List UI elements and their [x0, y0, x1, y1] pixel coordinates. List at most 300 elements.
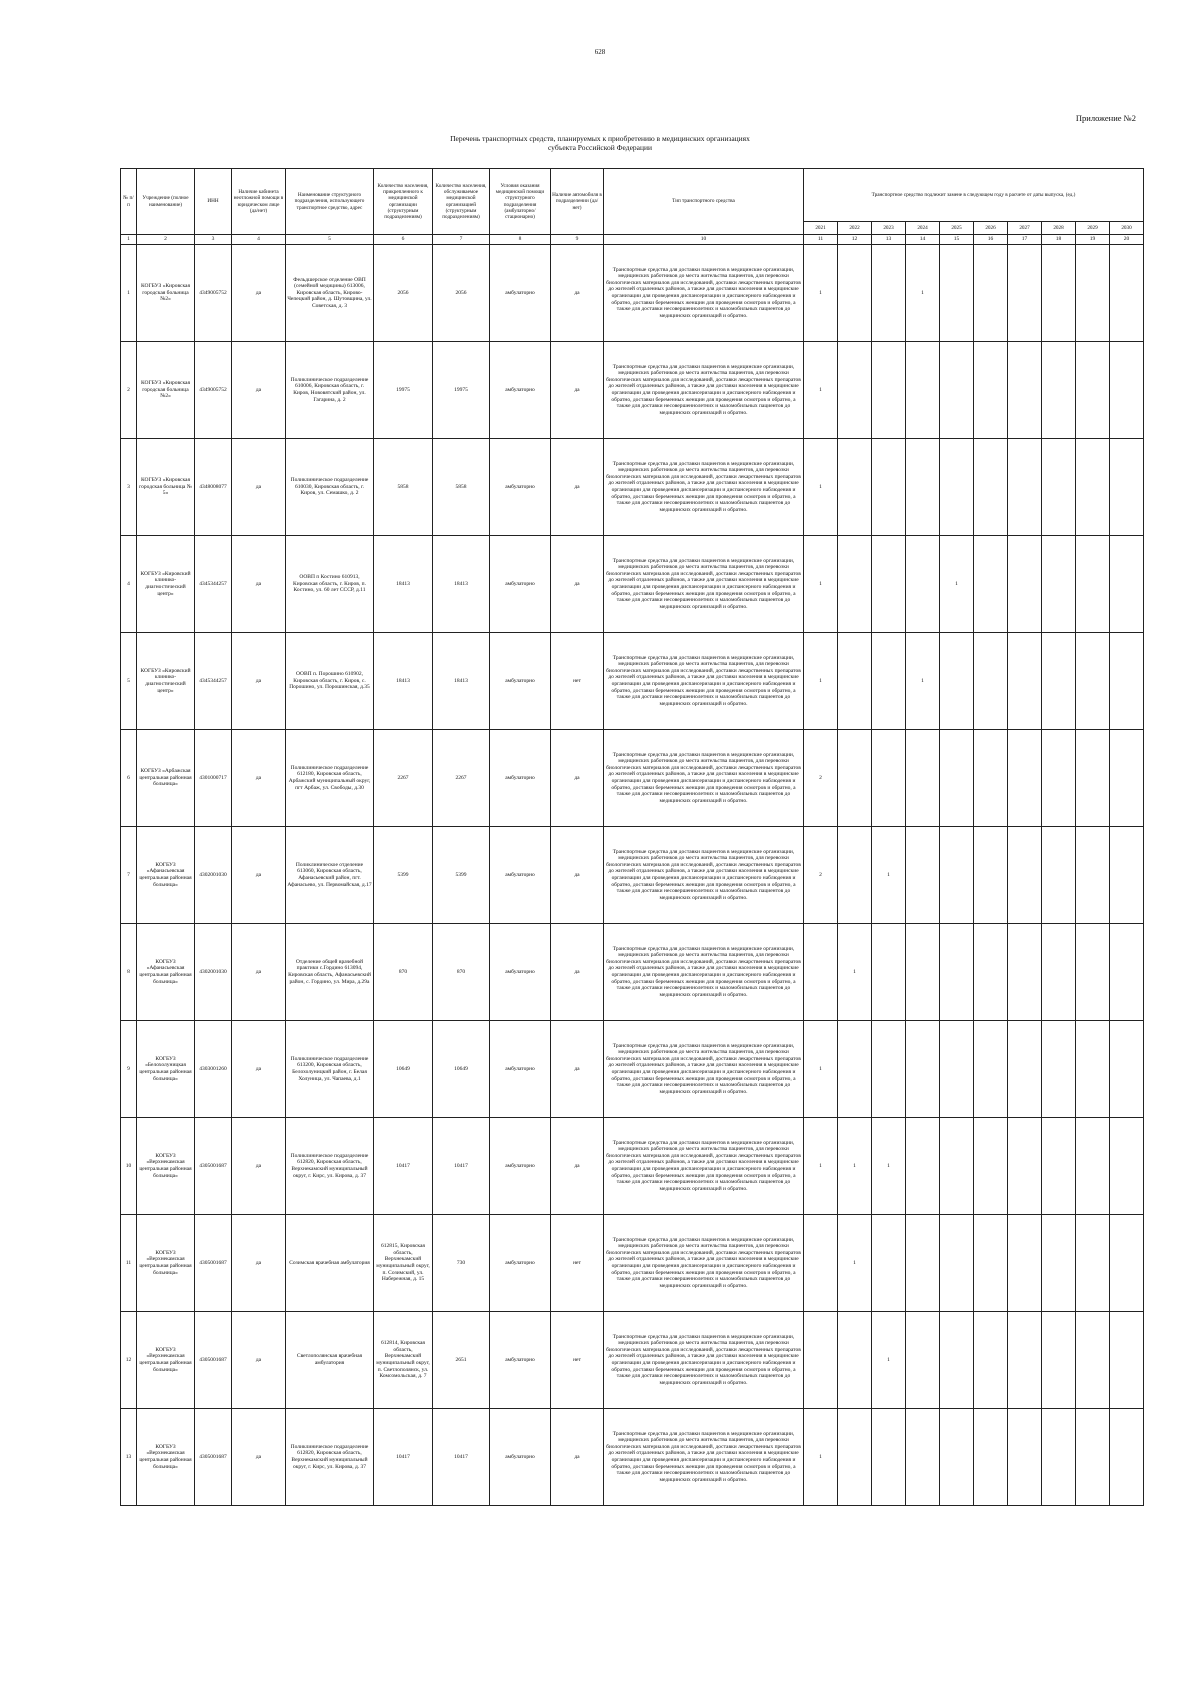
year-cell-2029	[1076, 1215, 1110, 1312]
table-row	[121, 1118, 1144, 1215]
care-conditions-cell: амбулаторно	[490, 536, 551, 633]
year-cell-2026	[974, 1312, 1008, 1409]
year-cell-2028	[1042, 1312, 1076, 1409]
institution-cell: КОГБУЗ «Верхнекамская центральная районная больница»	[137, 1118, 195, 1215]
year-cell-2021: 2	[804, 730, 838, 827]
year-cell-2021	[804, 924, 838, 1021]
cabinet-cell: да	[232, 633, 286, 730]
year-cell-2022	[838, 827, 872, 924]
year-cell-2021: 1	[804, 1021, 838, 1118]
row-number: 4	[121, 536, 137, 633]
care-conditions-cell: амбулаторно	[490, 827, 551, 924]
subdivision-cell: Фельдшерское отделение ОВП (семейной медицины) 613006, Кировская область, Кирово-Чепецкий район, д. Шутовщина, ул. Советская, д. 3	[286, 245, 374, 342]
year-cell-2030	[1110, 827, 1144, 924]
table-row	[121, 827, 1144, 924]
cabinet-cell: да	[232, 827, 286, 924]
year-cell-2029	[1076, 536, 1110, 633]
year-cell-2026	[974, 1409, 1008, 1506]
year-cell-2024	[906, 924, 940, 1021]
inn-cell: 4305001687	[195, 1118, 232, 1215]
subdivision-cell: Светлополянская врачебная амбулатория	[286, 1312, 374, 1409]
column-number-3: 3	[195, 235, 232, 245]
cabinet-cell: да	[232, 1215, 286, 1312]
population-attached-cell: 5858	[374, 439, 433, 536]
table-row	[121, 1312, 1144, 1409]
year-cell-2024	[906, 827, 940, 924]
year-cell-2021	[804, 1215, 838, 1312]
year-cell-2027	[1008, 730, 1042, 827]
year-cell-2023	[872, 1215, 906, 1312]
population-attached-cell: 18413	[374, 536, 433, 633]
column-number-20: 20	[1110, 235, 1144, 245]
vehicle-type-cell: Транспортные средства для доставки пациентов в медицинские организации, медицинских работников до места жительства пациентов, для перевозки биологических материалов для исследований, доставки лекарственных препаратов до жителей отдаленных районов, а также для доставки населения в медицинские организации для проведения диспансеризации и диспансерного наблюдения и обратно, доставки беременных женщин для проведения осмотров и обратно, а также для доставки несовершеннолетних и маломобильных пациентов до медицинских организаций и обратно.	[604, 342, 804, 439]
document-title-line-1: Перечень транспортных средств, планируемых к приобретению в медицинских организациях	[450, 134, 750, 143]
population-attached-cell: 5399	[374, 827, 433, 924]
population-served-cell: 10417	[433, 1409, 490, 1506]
year-cell-2030	[1110, 536, 1144, 633]
year-cell-2026	[974, 924, 1008, 1021]
vehicle-type-cell: Транспортные средства для доставки пациентов в медицинские организации, медицинских работников до места жительства пациентов, для перевозки биологических материалов для исследований, доставки лекарственных препаратов до жителей отдаленных районов, а также для доставки населения в медицинские организации для проведения диспансеризации и диспансерного наблюдения и обратно, доставки беременных женщин для проведения осмотров и обратно, а также для доставки несовершеннолетних и маломобильных пациентов до медицинских организаций и обратно.	[604, 536, 804, 633]
year-cell-2023	[872, 730, 906, 827]
subdivision-cell: Поликлиническое отделение 613060, Кировская область, Афанасьевский район, пгт. Афанасьево, ул. Первомайская, д.17	[286, 827, 374, 924]
care-conditions-cell: амбулаторно	[490, 1215, 551, 1312]
year-cell-2021	[804, 1312, 838, 1409]
year-cell-2026	[974, 536, 1008, 633]
year-cell-2026	[974, 827, 1008, 924]
header-inn: ИНН	[195, 169, 232, 235]
year-cell-2024	[906, 1409, 940, 1506]
care-conditions-cell: амбулаторно	[490, 439, 551, 536]
institution-cell: КОГБУЗ «Афанасьевская центральная районная больница»	[137, 827, 195, 924]
column-number-14: 14	[906, 235, 940, 245]
header-year-2021: 2021	[804, 222, 838, 235]
has-vehicles-cell: да	[551, 536, 604, 633]
year-cell-2022: 1	[838, 924, 872, 1021]
vehicle-type-cell: Транспортные средства для доставки пациентов в медицинские организации, медицинских работников до места жительства пациентов, для перевозки биологических материалов для исследований, доставки лекарственных препаратов до жителей отдаленных районов, а также для доставки населения в медицинские организации для проведения диспансеризации и диспансерного наблюдения и обратно, доставки беременных женщин для проведения осмотров и обратно, а также для доставки несовершеннолетних и маломобильных пациентов до медицинских организаций и обратно.	[604, 1215, 804, 1312]
subdivision-cell: Поликлиническое подразделение 610006, Кировская область, г. Киров, Нововятский район, ул. Гагарина, д. 2	[286, 342, 374, 439]
year-cell-2027	[1008, 1409, 1042, 1506]
institution-cell: КОГБУЗ «Кировский клинико-диагностический центр»	[137, 633, 195, 730]
header-year-2026: 2026	[974, 222, 1008, 235]
year-cell-2024	[906, 1215, 940, 1312]
institution-cell: КОГБУЗ «Кировская городская больница № 5»	[137, 439, 195, 536]
year-cell-2030	[1110, 924, 1144, 1021]
year-cell-2028	[1042, 924, 1076, 1021]
inn-cell: 4349005752	[195, 342, 232, 439]
year-cell-2028	[1042, 245, 1076, 342]
year-cell-2025	[940, 633, 974, 730]
population-attached-cell: 19975	[374, 342, 433, 439]
column-number-17: 17	[1008, 235, 1042, 245]
institution-cell: КОГБУЗ «Афанасьевская центральная районная больница»	[137, 924, 195, 1021]
institution-cell: КОГБУЗ «Кировская городская больница №2»	[137, 342, 195, 439]
inn-cell: 4348008077	[195, 439, 232, 536]
has-vehicles-cell: да	[551, 245, 604, 342]
year-cell-2026	[974, 1021, 1008, 1118]
vehicle-type-cell: Транспортные средства для доставки пациентов в медицинские организации, медицинских работников до места жительства пациентов, для перевозки биологических материалов для исследований, доставки лекарственных препаратов до жителей отдаленных районов, а также для доставки населения в медицинские организации для проведения диспансеризации и диспансерного наблюдения и обратно, доставки беременных женщин для проведения осмотров и обратно, а также для доставки несовершеннолетних и маломобильных пациентов до медицинских организаций и обратно.	[604, 1021, 804, 1118]
row-number: 3	[121, 439, 137, 536]
column-number-15: 15	[940, 235, 974, 245]
subdivision-cell: Отделение общей врачебной практики с.Гордино 613094, Кировская область, Афанасьевский район, с. Гордино, ул. Мира, д.29а	[286, 924, 374, 1021]
care-conditions-cell: амбулаторно	[490, 924, 551, 1021]
column-number-7: 7	[433, 235, 490, 245]
year-cell-2026	[974, 730, 1008, 827]
header-year-2029: 2029	[1076, 222, 1110, 235]
has-vehicles-cell: да	[551, 1021, 604, 1118]
year-cell-2030	[1110, 245, 1144, 342]
year-cell-2030	[1110, 439, 1144, 536]
has-vehicles-cell: да	[551, 730, 604, 827]
care-conditions-cell: амбулаторно	[490, 633, 551, 730]
cabinet-cell: да	[232, 439, 286, 536]
care-conditions-cell: амбулаторно	[490, 1118, 551, 1215]
year-cell-2029	[1076, 1118, 1110, 1215]
vehicle-type-cell: Транспортные средства для доставки пациентов в медицинские организации, медицинских работников до места жительства пациентов, для перевозки биологических материалов для исследований, доставки лекарственных препаратов до жителей отдаленных районов, а также для доставки населения в медицинские организации для проведения диспансеризации и диспансерного наблюдения и обратно, доставки беременных женщин для проведения осмотров и обратно, а также для доставки несовершеннолетних и маломобильных пациентов до медицинских организаций и обратно.	[604, 245, 804, 342]
year-cell-2029	[1076, 827, 1110, 924]
vehicle-type-cell: Транспортные средства для доставки пациентов в медицинские организации, медицинских работников до места жительства пациентов, для перевозки биологических материалов для исследований, доставки лекарственных препаратов до жителей отдаленных районов, а также для доставки населения в медицинские организации для проведения диспансеризации и диспансерного наблюдения и обратно, доставки беременных женщин для проведения осмотров и обратно, а также для доставки несовершеннолетних и маломобильных пациентов до медицинских организаций и обратно.	[604, 633, 804, 730]
column-number-2: 2	[137, 235, 195, 245]
inn-cell: 4303001260	[195, 1021, 232, 1118]
year-cell-2025	[940, 1118, 974, 1215]
vehicle-type-cell: Транспортные средства для доставки пациентов в медицинские организации, медицинских работников до места жительства пациентов, для перевозки биологических материалов для исследований, доставки лекарственных препаратов до жителей отдаленных районов, а также для доставки населения в медицинские организации для проведения диспансеризации и диспансерного наблюдения и обратно, доставки беременных женщин для проведения осмотров и обратно, а также для доставки несовершеннолетних и маломобильных пациентов до медицинских организаций и обратно.	[604, 439, 804, 536]
inn-cell: 4345344257	[195, 633, 232, 730]
page-number: 628	[594, 48, 606, 56]
table-row	[121, 439, 1144, 536]
header-vehicle-type: Тип транспортного средства	[604, 169, 804, 235]
document-title-line-2: субъекта Российской Федерации	[547, 143, 653, 152]
header-subdivision: Наименование структурного подразделения, использующего транспортное средство, адрес	[286, 169, 374, 235]
column-number-18: 18	[1042, 235, 1076, 245]
year-cell-2027	[1008, 1215, 1042, 1312]
year-cell-2021: 1	[804, 245, 838, 342]
header-year-2027: 2027	[1008, 222, 1042, 235]
table-row	[121, 1021, 1144, 1118]
header-institution: Учреждение (полное наименование)	[137, 169, 195, 235]
year-cell-2028	[1042, 439, 1076, 536]
cabinet-cell: да	[232, 1312, 286, 1409]
row-number: 9	[121, 1021, 137, 1118]
year-cell-2030	[1110, 1409, 1144, 1506]
year-cell-2024: 1	[906, 245, 940, 342]
year-cell-2021: 1	[804, 439, 838, 536]
population-attached-cell: 10417	[374, 1118, 433, 1215]
year-cell-2026	[974, 342, 1008, 439]
year-cell-2021: 1	[804, 1409, 838, 1506]
year-cell-2025	[940, 1312, 974, 1409]
year-cell-2026	[974, 1118, 1008, 1215]
subdivision-cell: Поликлиническое подразделение 612180, Кировская область, Арбажский муниципальный округ, пгт Арбаж, ул. Свободы, д.30	[286, 730, 374, 827]
header-has-cabinet: Наличие кабинета неотложной помощи в юридическом лице (да/нет)	[232, 169, 286, 235]
subdivision-cell: Поликлиническое подразделение 613200, Кировская область, Белохолуницкий район, г. Белая Холуница, ул. Чапаева, д.1	[286, 1021, 374, 1118]
year-cell-2024	[906, 439, 940, 536]
row-number: 7	[121, 827, 137, 924]
subdivision-cell: Поликлиническое подразделение 610030, Кировская область, г. Киров, ул. Семашко, д. 2	[286, 439, 374, 536]
subdivision-cell: Поликлиническое подразделение 612820, Кировская область, Верхнекамский муниципальный округ, г. Кирс, ул. Кирова, д. 37	[286, 1409, 374, 1506]
table-row	[121, 730, 1144, 827]
year-cell-2024	[906, 1021, 940, 1118]
year-cell-2022: 1	[838, 1215, 872, 1312]
cabinet-cell: да	[232, 342, 286, 439]
row-number: 1	[121, 245, 137, 342]
year-cell-2023	[872, 439, 906, 536]
year-cell-2024	[906, 536, 940, 633]
year-cell-2027	[1008, 245, 1042, 342]
institution-cell: КОГБУЗ «Верхнекамская центральная районная больница»	[137, 1409, 195, 1506]
cabinet-cell: да	[232, 1118, 286, 1215]
year-cell-2023: 1	[872, 1118, 906, 1215]
table-row	[121, 1215, 1144, 1312]
population-attached-cell: 18413	[374, 633, 433, 730]
has-vehicles-cell: да	[551, 827, 604, 924]
appendix-label: Приложение №2	[1075, 113, 1136, 123]
year-cell-2023	[872, 1021, 906, 1118]
institution-cell: КОГБУЗ «Арбажская центральная районная больница»	[137, 730, 195, 827]
year-cell-2029	[1076, 730, 1110, 827]
header-year-2024: 2024	[906, 222, 940, 235]
population-served-cell: 870	[433, 924, 490, 1021]
year-cell-2030	[1110, 342, 1144, 439]
year-cell-2021: 1	[804, 536, 838, 633]
year-cell-2022	[838, 1312, 872, 1409]
population-attached-cell: 2267	[374, 730, 433, 827]
year-cell-2021: 1	[804, 633, 838, 730]
year-cell-2027	[1008, 1021, 1042, 1118]
table-row	[121, 633, 1144, 730]
inn-cell: 4305001687	[195, 1409, 232, 1506]
year-cell-2022	[838, 439, 872, 536]
column-number-4: 4	[232, 235, 286, 245]
year-cell-2022	[838, 536, 872, 633]
year-cell-2028	[1042, 1021, 1076, 1118]
year-cell-2022	[838, 245, 872, 342]
document-title	[300, 134, 900, 152]
inn-cell: 4345344257	[195, 536, 232, 633]
year-cell-2022: 1	[838, 1118, 872, 1215]
year-cell-2028	[1042, 730, 1076, 827]
year-cell-2025	[940, 827, 974, 924]
cabinet-cell: да	[232, 924, 286, 1021]
year-cell-2028	[1042, 827, 1076, 924]
subdivision-cell: ООВП п. Порошино 610902, Кировская область, г. Киров, с. Порошино, ул. Порошинская, д.35	[286, 633, 374, 730]
has-vehicles-cell: да	[551, 1118, 604, 1215]
table-row	[121, 245, 1144, 342]
population-attached-cell: 612815, Кировская область, Верхнекамский муниципальный округ, п. Созимский, ул. Набережная, д. 15	[374, 1215, 433, 1312]
row-number: 11	[121, 1215, 137, 1312]
institution-cell: КОГБУЗ «Белохолуницкая центральная районная больница»	[137, 1021, 195, 1118]
year-cell-2025	[940, 1409, 974, 1506]
year-cell-2028	[1042, 1409, 1076, 1506]
population-served-cell: 5399	[433, 827, 490, 924]
column-number-16: 16	[974, 235, 1008, 245]
population-served-cell: 10417	[433, 1118, 490, 1215]
year-cell-2027	[1008, 1312, 1042, 1409]
header-year-2030: 2030	[1110, 222, 1144, 235]
institution-cell: КОГБУЗ «Кировский клинико-диагностический центр»	[137, 536, 195, 633]
year-cell-2027	[1008, 924, 1042, 1021]
header-has-vehicles: Наличие автомобиля в подразделении (да/нет)	[551, 169, 604, 235]
population-served-cell: 19975	[433, 342, 490, 439]
population-attached-cell: 612814, Кировская область, Верхнекамский муниципальный округ, п. Светлополянск, ул. Комсомольская, д. 7	[374, 1312, 433, 1409]
column-number-9: 9	[551, 235, 604, 245]
year-cell-2023	[872, 342, 906, 439]
year-cell-2027	[1008, 1118, 1042, 1215]
population-attached-cell: 870	[374, 924, 433, 1021]
year-cell-2023	[872, 1409, 906, 1506]
row-number: 13	[121, 1409, 137, 1506]
population-served-cell: 2651	[433, 1312, 490, 1409]
cabinet-cell: да	[232, 1409, 286, 1506]
care-conditions-cell: амбулаторно	[490, 342, 551, 439]
institution-cell: КОГБУЗ «Верхнекамская центральная районная больница»	[137, 1215, 195, 1312]
year-cell-2025: 1	[940, 536, 974, 633]
column-number-1: 1	[121, 235, 137, 245]
year-cell-2025	[940, 1215, 974, 1312]
year-cell-2030	[1110, 1312, 1144, 1409]
year-cell-2027	[1008, 342, 1042, 439]
has-vehicles-cell: да	[551, 924, 604, 1021]
cabinet-cell: да	[232, 536, 286, 633]
care-conditions-cell: амбулаторно	[490, 245, 551, 342]
year-cell-2021: 1	[804, 1118, 838, 1215]
subdivision-cell: Поликлиническое подразделение 612820, Кировская область, Верхнекамский муниципальный округ, г. Кирс, ул. Кирова, д. 37	[286, 1118, 374, 1215]
year-cell-2028	[1042, 633, 1076, 730]
has-vehicles-cell: да	[551, 1409, 604, 1506]
inn-cell: 4302001030	[195, 827, 232, 924]
column-number-5: 5	[286, 235, 374, 245]
inn-cell: 4305001687	[195, 1215, 232, 1312]
year-cell-2026	[974, 439, 1008, 536]
vehicle-type-cell: Транспортные средства для доставки пациентов в медицинские организации, медицинских работников до места жительства пациентов, для перевозки биологических материалов для исследований, доставки лекарственных препаратов до жителей отдаленных районов, а также для доставки населения в медицинские организации для проведения диспансеризации и диспансерного наблюдения и обратно, доставки беременных женщин для проведения осмотров и обратно, а также для доставки несовершеннолетних и маломобильных пациентов до медицинских организаций и обратно.	[604, 827, 804, 924]
column-number-11: 11	[804, 235, 838, 245]
year-cell-2023	[872, 924, 906, 1021]
year-cell-2028	[1042, 1118, 1076, 1215]
year-cell-2029	[1076, 245, 1110, 342]
header-population-attached: Количество населения, прикрепленного к медицинской организации (структурным подразделениям)	[374, 169, 433, 235]
cabinet-cell: да	[232, 245, 286, 342]
year-cell-2029	[1076, 1021, 1110, 1118]
vehicle-type-cell: Транспортные средства для доставки пациентов в медицинские организации, медицинских работников до места жительства пациентов, для перевозки биологических материалов для исследований, доставки лекарственных препаратов до жителей отдаленных районов, а также для доставки населения в медицинские организации для проведения диспансеризации и диспансерного наблюдения и обратно, доставки беременных женщин для проведения осмотров и обратно, а также для доставки несовершеннолетних и маломобильных пациентов до медицинских организаций и обратно.	[604, 1409, 804, 1506]
subdivision-cell: ООВП п Костино 610913, Кировская область, г. Киров, п. Костино, ул. 60 лет СССР, д.11	[286, 536, 374, 633]
population-served-cell: 2267	[433, 730, 490, 827]
year-cell-2021: 2	[804, 827, 838, 924]
column-number-10: 10	[604, 235, 804, 245]
population-attached-cell: 10417	[374, 1409, 433, 1506]
row-number: 6	[121, 730, 137, 827]
care-conditions-cell: амбулаторно	[490, 1409, 551, 1506]
year-cell-2022	[838, 633, 872, 730]
year-cell-2025	[940, 245, 974, 342]
vehicle-type-cell: Транспортные средства для доставки пациентов в медицинские организации, медицинских работников до места жительства пациентов, для перевозки биологических материалов для исследований, доставки лекарственных препаратов до жителей отдаленных районов, а также для доставки населения в медицинские организации для проведения диспансеризации и диспансерного наблюдения и обратно, доставки беременных женщин для проведения осмотров и обратно, а также для доставки несовершеннолетних и маломобильных пациентов до медицинских организаций и обратно.	[604, 924, 804, 1021]
column-number-12: 12	[838, 235, 872, 245]
year-cell-2029	[1076, 1312, 1110, 1409]
table-row	[121, 536, 1144, 633]
inn-cell: 4349005752	[195, 245, 232, 342]
subdivision-cell: Созимская врачебная амбулатория	[286, 1215, 374, 1312]
header-replacement-group: Транспортное средство подлежит замене в следующем году в расчете от даты выпуска, (ед.)	[804, 169, 1144, 222]
year-cell-2030	[1110, 730, 1144, 827]
year-cell-2026	[974, 633, 1008, 730]
year-cell-2022	[838, 1409, 872, 1506]
year-cell-2030	[1110, 1021, 1144, 1118]
year-cell-2023: 1	[872, 827, 906, 924]
header-care-conditions: Условия оказания медицинской помощи структурного подразделения (амбулаторно/стационарно)	[490, 169, 551, 235]
year-cell-2023: 1	[872, 1312, 906, 1409]
year-cell-2029	[1076, 633, 1110, 730]
inn-cell: 4302001030	[195, 924, 232, 1021]
year-cell-2024	[906, 342, 940, 439]
year-cell-2022	[838, 730, 872, 827]
population-served-cell: 5858	[433, 439, 490, 536]
year-cell-2027	[1008, 536, 1042, 633]
header-year-2025: 2025	[940, 222, 974, 235]
header-num: № п/п	[121, 169, 137, 235]
inn-cell: 4305001687	[195, 1312, 232, 1409]
year-cell-2024	[906, 1312, 940, 1409]
year-cell-2025	[940, 1021, 974, 1118]
year-cell-2030	[1110, 1118, 1144, 1215]
has-vehicles-cell: нет	[551, 1215, 604, 1312]
year-cell-2028	[1042, 536, 1076, 633]
year-cell-2023	[872, 633, 906, 730]
header-year-2022: 2022	[838, 222, 872, 235]
population-served-cell: 730	[433, 1215, 490, 1312]
year-cell-2027	[1008, 439, 1042, 536]
year-cell-2024	[906, 730, 940, 827]
header-year-2028: 2028	[1042, 222, 1076, 235]
header-year-2023: 2023	[872, 222, 906, 235]
vehicle-type-cell: Транспортные средства для доставки пациентов в медицинские организации, медицинских работников до места жительства пациентов, для перевозки биологических материалов для исследований, доставки лекарственных препаратов до жителей отдаленных районов, а также для доставки населения в медицинские организации для проведения диспансеризации и диспансерного наблюдения и обратно, доставки беременных женщин для проведения осмотров и обратно, а также для доставки несовершеннолетних и маломобильных пациентов до медицинских организаций и обратно.	[604, 1312, 804, 1409]
table-row	[121, 1409, 1144, 1506]
year-cell-2026	[974, 1215, 1008, 1312]
header-population-served: Количество населения, обслуживаемое медицинской организацией (структурным подразделениям)	[433, 169, 490, 235]
row-number: 5	[121, 633, 137, 730]
year-cell-2029	[1076, 1409, 1110, 1506]
column-number-19: 19	[1076, 235, 1110, 245]
inn-cell: 4301000717	[195, 730, 232, 827]
has-vehicles-cell: да	[551, 342, 604, 439]
year-cell-2029	[1076, 342, 1110, 439]
population-served-cell: 18413	[433, 536, 490, 633]
year-cell-2023	[872, 245, 906, 342]
care-conditions-cell: амбулаторно	[490, 1312, 551, 1409]
year-cell-2022	[838, 1021, 872, 1118]
has-vehicles-cell: да	[551, 439, 604, 536]
year-cell-2027	[1008, 633, 1042, 730]
vehicle-table	[120, 168, 1144, 1506]
vehicle-type-cell: Транспортные средства для доставки пациентов в медицинские организации, медицинских работников до места жительства пациентов, для перевозки биологических материалов для исследований, доставки лекарственных препаратов до жителей отдаленных районов, а также для доставки населения в медицинские организации для проведения диспансеризации и диспансерного наблюдения и обратно, доставки беременных женщин для проведения осмотров и обратно, а также для доставки несовершеннолетних и маломобильных пациентов до медицинских организаций и обратно.	[604, 1118, 804, 1215]
vehicle-type-cell: Транспортные средства для доставки пациентов в медицинские организации, медицинских работников до места жительства пациентов, для перевозки биологических материалов для исследований, доставки лекарственных препаратов до жителей отдаленных районов, а также для доставки населения в медицинские организации для проведения диспансеризации и диспансерного наблюдения и обратно, доставки беременных женщин для проведения осмотров и обратно, а также для доставки несовершеннолетних и маломобильных пациентов до медицинских организаций и обратно.	[604, 730, 804, 827]
table-row	[121, 924, 1144, 1021]
year-cell-2028	[1042, 342, 1076, 439]
row-number: 2	[121, 342, 137, 439]
year-cell-2030	[1110, 1215, 1144, 1312]
row-number: 12	[121, 1312, 137, 1409]
population-attached-cell: 2056	[374, 245, 433, 342]
row-number: 8	[121, 924, 137, 1021]
year-cell-2024	[906, 1118, 940, 1215]
year-cell-2025	[940, 730, 974, 827]
year-cell-2028	[1042, 1215, 1076, 1312]
population-served-cell: 10649	[433, 1021, 490, 1118]
table-row	[121, 342, 1144, 439]
cabinet-cell: да	[232, 730, 286, 827]
year-cell-2025	[940, 924, 974, 1021]
column-number-8: 8	[490, 235, 551, 245]
year-cell-2029	[1076, 924, 1110, 1021]
year-cell-2024: 1	[906, 633, 940, 730]
cabinet-cell: да	[232, 1021, 286, 1118]
care-conditions-cell: амбулаторно	[490, 730, 551, 827]
